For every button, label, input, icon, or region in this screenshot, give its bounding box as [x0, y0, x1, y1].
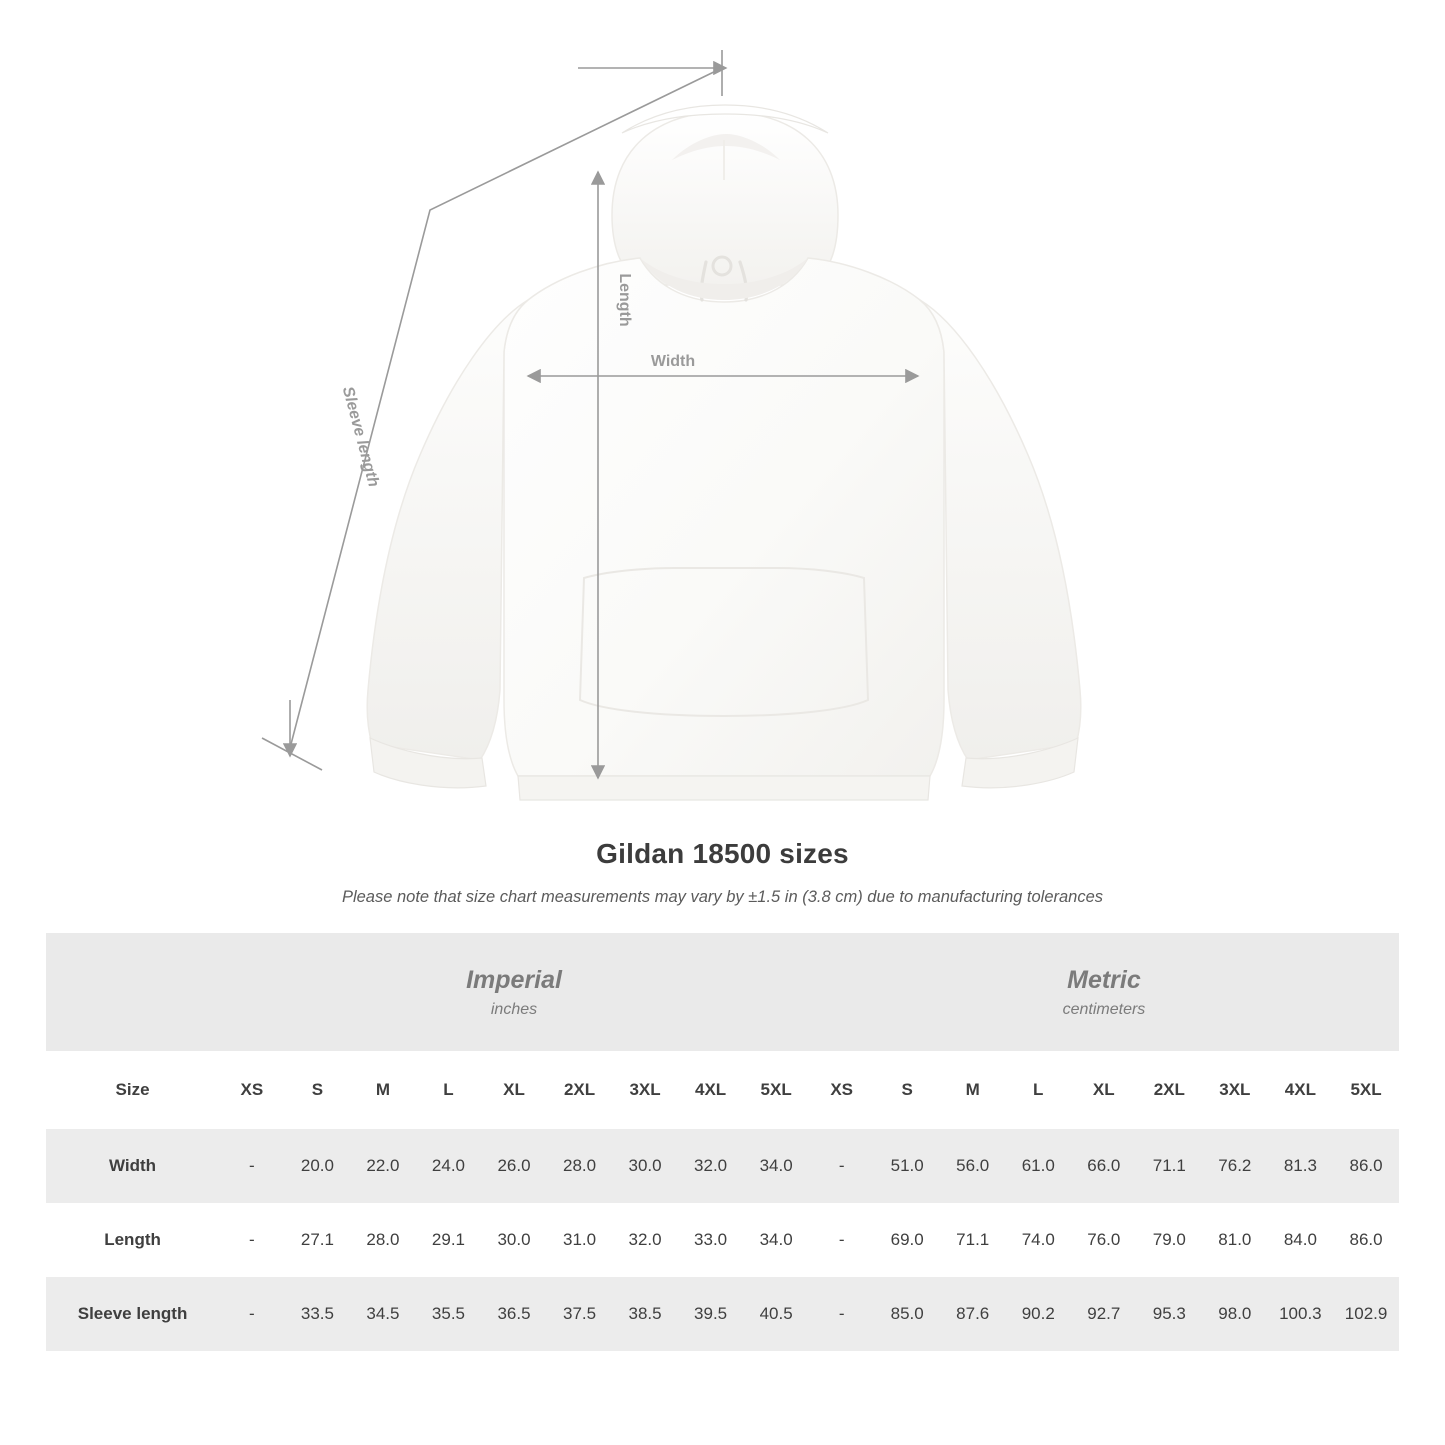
tolerance-note: Please note that size chart measurements may vary by ±1.5 in (3.8 cm) due to manufacturing tolerances [341, 888, 1104, 906]
sleeve-metric-4xl: 100.3 [1268, 1277, 1334, 1351]
sleeve-metric-s: 85.0 [874, 1277, 940, 1351]
width-metric-4xl: 81.3 [1268, 1129, 1334, 1203]
sleeve-length-label: Sleeve length [338, 384, 382, 489]
length-imperial-2xl: 31.0 [547, 1203, 613, 1277]
sleeve-metric-m: 87.6 [940, 1277, 1006, 1351]
sleeve-imperial-xl: 36.5 [481, 1277, 547, 1351]
width-metric-3xl: 76.2 [1202, 1129, 1268, 1203]
size-header-imperial-5xl: 5XL [743, 1051, 809, 1129]
sleeve-metric-l: 90.2 [1005, 1277, 1071, 1351]
unit-header-row [46, 933, 1399, 1051]
length-imperial-xl: 30.0 [481, 1203, 547, 1277]
size-header-imperial-m: M [350, 1051, 416, 1129]
width-imperial-l: 24.0 [416, 1129, 482, 1203]
size-header-metric-l: L [1005, 1051, 1071, 1129]
size-header-imperial-4xl: 4XL [678, 1051, 744, 1129]
width-imperial-5xl: 34.0 [743, 1129, 809, 1203]
length-imperial-4xl: 33.0 [678, 1203, 744, 1277]
size-header-metric-xl: XL [1071, 1051, 1137, 1129]
sleeve-metric-xs: - [809, 1277, 875, 1351]
length-metric-s: 69.0 [874, 1203, 940, 1277]
table-row [46, 1203, 1399, 1277]
length-metric-4xl: 84.0 [1268, 1203, 1334, 1277]
width-metric-m: 56.0 [940, 1129, 1006, 1203]
length-metric-m: 71.1 [940, 1203, 1006, 1277]
width-label: Width [650, 353, 696, 370]
size-header-metric-m: M [940, 1051, 1006, 1129]
width-metric-2xl: 71.1 [1137, 1129, 1203, 1203]
sleeve-metric-5xl: 102.9 [1333, 1277, 1399, 1351]
length-metric-2xl: 79.0 [1137, 1203, 1203, 1277]
size-header-metric-4xl: 4XL [1268, 1051, 1334, 1129]
length-label: Length [616, 273, 633, 327]
row-label-length: Length [46, 1203, 219, 1277]
size-header-imperial-2xl: 2XL [547, 1051, 613, 1129]
size-header-imperial-xs: XS [219, 1051, 285, 1129]
unit-sub-metric: centimeters [1062, 1001, 1146, 1018]
page-title: Gildan 18500 sizes [596, 838, 849, 869]
size-header-metric-xs: XS [809, 1051, 875, 1129]
size-table [46, 933, 1399, 1351]
unit-sub-imperial: inches [490, 1001, 538, 1018]
sleeve-metric-xl: 92.7 [1071, 1277, 1137, 1351]
length-imperial-l: 29.1 [416, 1203, 482, 1277]
size-header-imperial-s: S [285, 1051, 351, 1129]
sleeve-imperial-3xl: 38.5 [612, 1277, 678, 1351]
unit-header-spacer [46, 933, 219, 1051]
length-metric-3xl: 81.0 [1202, 1203, 1268, 1277]
width-imperial-m: 22.0 [350, 1129, 416, 1203]
table-row [46, 1277, 1399, 1351]
length-imperial-3xl: 32.0 [612, 1203, 678, 1277]
hoodie-artwork [367, 105, 1081, 800]
width-metric-s: 51.0 [874, 1129, 940, 1203]
sleeve-imperial-m: 34.5 [350, 1277, 416, 1351]
length-imperial-5xl: 34.0 [743, 1203, 809, 1277]
size-header-imperial-l: L [416, 1051, 482, 1129]
table-row [46, 1129, 1399, 1203]
length-metric-l: 74.0 [1005, 1203, 1071, 1277]
sleeve-imperial-s: 33.5 [285, 1277, 351, 1351]
sleeve-imperial-xs: - [219, 1277, 285, 1351]
sleeve-imperial-4xl: 39.5 [678, 1277, 744, 1351]
sleeve-metric-2xl: 95.3 [1137, 1277, 1203, 1351]
sleeve-metric-3xl: 98.0 [1202, 1277, 1268, 1351]
width-imperial-s: 20.0 [285, 1129, 351, 1203]
row-label-width: Width [46, 1129, 219, 1203]
unit-header-metric [809, 933, 1399, 1051]
length-imperial-s: 27.1 [285, 1203, 351, 1277]
size-header-metric-s: S [874, 1051, 940, 1129]
width-imperial-2xl: 28.0 [547, 1129, 613, 1203]
size-header-metric-2xl: 2XL [1137, 1051, 1203, 1129]
size-header-metric-5xl: 5XL [1333, 1051, 1399, 1129]
title-block [0, 838, 1445, 907]
sleeve-imperial-5xl: 40.5 [743, 1277, 809, 1351]
width-imperial-xs: - [219, 1129, 285, 1203]
unit-name-imperial: Imperial [466, 966, 562, 994]
width-imperial-3xl: 30.0 [612, 1129, 678, 1203]
length-imperial-m: 28.0 [350, 1203, 416, 1277]
unit-name-metric: Metric [1067, 966, 1141, 994]
width-metric-xl: 66.0 [1071, 1129, 1137, 1203]
size-header-row [46, 1051, 1399, 1129]
width-imperial-4xl: 32.0 [678, 1129, 744, 1203]
length-metric-xs: - [809, 1203, 875, 1277]
length-imperial-xs: - [219, 1203, 285, 1277]
width-metric-l: 61.0 [1005, 1129, 1071, 1203]
sleeve-imperial-2xl: 37.5 [547, 1277, 613, 1351]
length-metric-xl: 76.0 [1071, 1203, 1137, 1277]
width-metric-5xl: 86.0 [1333, 1129, 1399, 1203]
size-header-label: Size [46, 1051, 219, 1129]
row-label-sleeve-length: Sleeve length [46, 1277, 219, 1351]
size-header-metric-3xl: 3XL [1202, 1051, 1268, 1129]
width-metric-xs: - [809, 1129, 875, 1203]
size-table-wrap [0, 933, 1445, 1351]
width-imperial-xl: 26.0 [481, 1129, 547, 1203]
sleeve-imperial-l: 35.5 [416, 1277, 482, 1351]
size-header-imperial-xl: XL [481, 1051, 547, 1129]
length-metric-5xl: 86.0 [1333, 1203, 1399, 1277]
size-header-imperial-3xl: 3XL [612, 1051, 678, 1129]
unit-header-imperial [219, 933, 809, 1051]
